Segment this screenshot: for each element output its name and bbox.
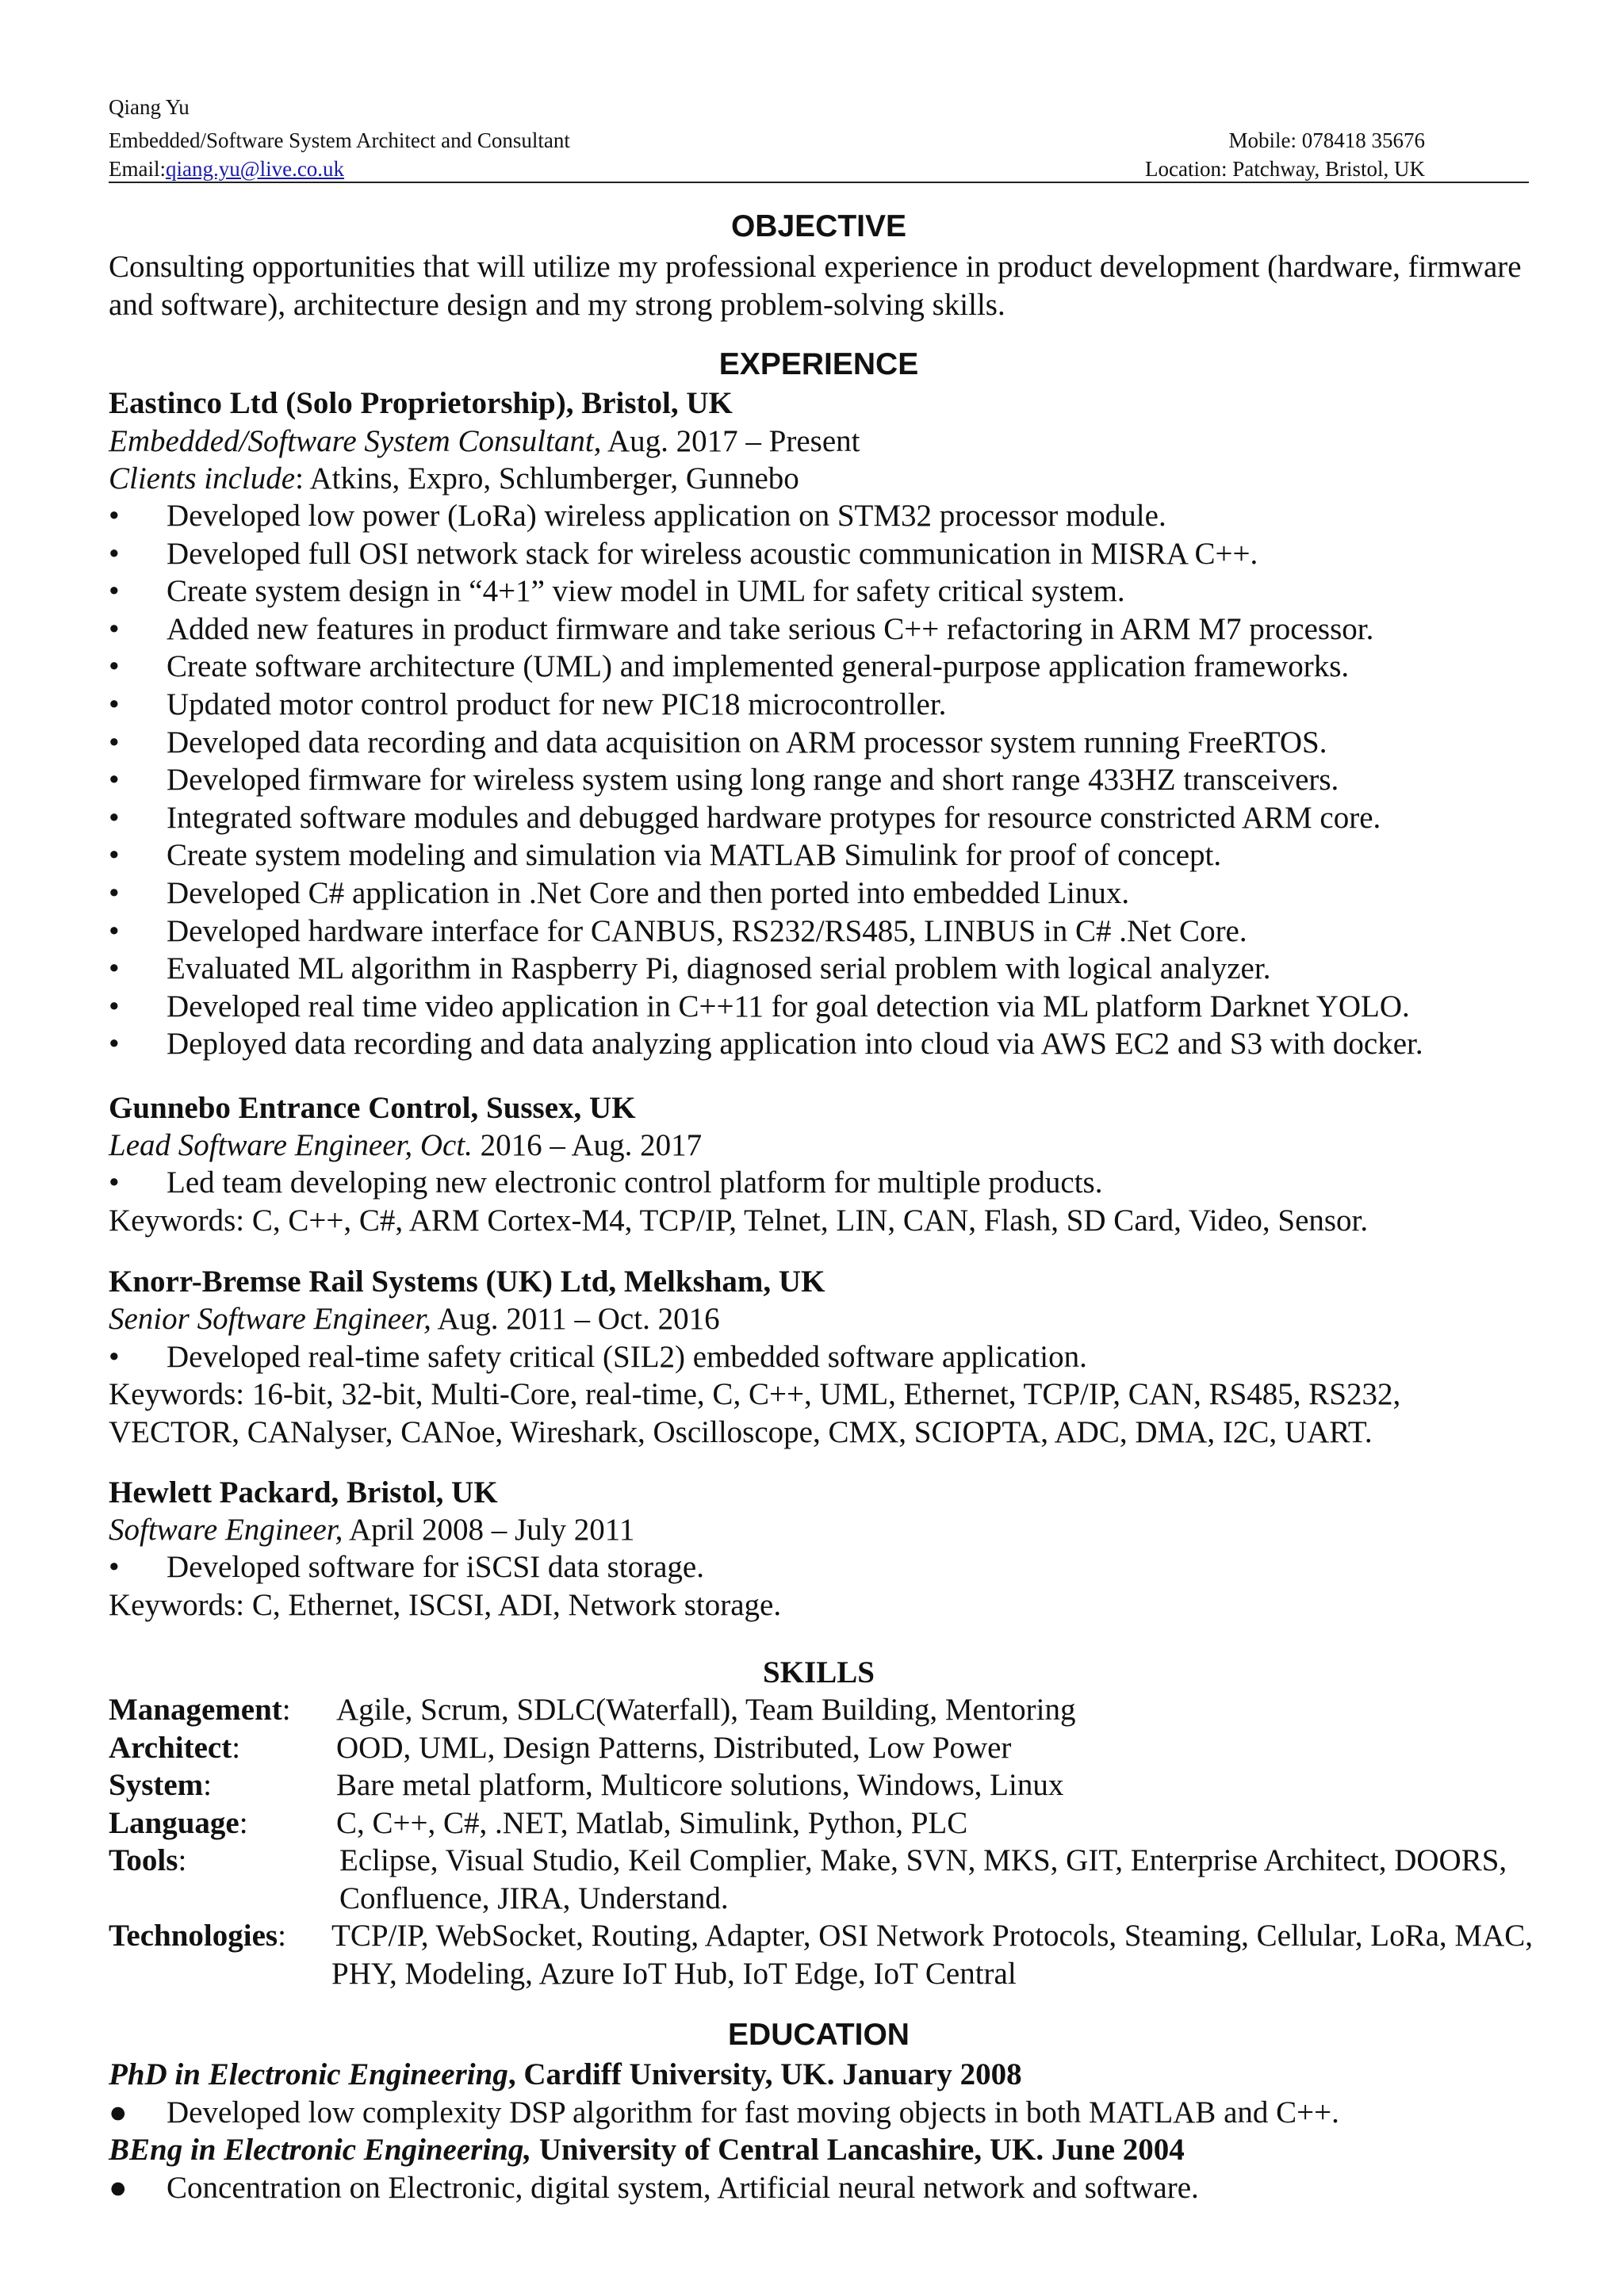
list-item: ● Developed low complexity DSP algorithm for fast moving objects in both MATLAB and C++. [109, 2095, 1339, 2130]
skill-value: Agile, Scrum, SDLC(Waterfall), Team Building, Mentoring [336, 1693, 1076, 1727]
job-bullets [109, 1338, 1536, 1376]
candidate-name: Qiang Yu [109, 95, 190, 119]
job-bullets [109, 1548, 1536, 1586]
skill-row [109, 1917, 1536, 1992]
list-item: • Added new features in product firmware and take serious C++ refactoring in ARM M7 processor. [109, 611, 1374, 646]
list-item: • Developed C# application in .Net Core and then ported into embedded Linux. [109, 875, 1130, 910]
header-row-email [109, 155, 1425, 182]
list-item: • Create system modeling and simulation via MATLAB Simulink for proof of concept. [109, 838, 1222, 873]
list-item: • Developed low power (LoRa) wireless application on STM32 processor module. [109, 499, 1166, 533]
skill-value: TCP/IP, WebSocket, Routing, Adapter, OSI Network Protocols, Steaming, Cellular, LoRa, MAC, PHY, Modeling, Azure IoT Hub, IoT Edge, IoT Central [331, 1919, 1534, 1991]
list-item: ● Concentration on Electronic, digital system, Artificial neural network and software. [109, 2171, 1199, 2205]
list-item: • Deployed data recording and data analyzing application into cloud via AWS EC2 and S3 with docker. [109, 1027, 1423, 1062]
objective-text: Consulting opportunities that will utilize my professional experience in product development (hardware, firmware and software), architecture design and my strong problem-solving skills. [109, 250, 1522, 322]
degree: BEng in Electronic Engineering, [109, 2133, 532, 2167]
job-role-dates [109, 1511, 634, 1549]
keywords: Keywords: 16-bit, 32-bit, Multi-Core, real-time, C, C++, UML, Ethernet, TCP/IP, CAN, RS485, RS232, VECTOR, CANalyser, CANoe, Wireshark, Oscilloscope, CMX, SCIOPTA, ADC, DMA, I2C, UART. [109, 1377, 1401, 1449]
company-name: Gunnebo Entrance Control, Sussex, UK [109, 1091, 636, 1125]
skill-value: OOD, UML, Design Patterns, Distributed, Low Power [336, 1730, 1012, 1765]
list-item: • Create software architecture (UML) and implemented general-purpose application frameworks. [109, 649, 1350, 684]
institution: University of Central Lancashire, UK. June 2004 [531, 2133, 1185, 2167]
location: Location: Patchway, Bristol, UK [1145, 157, 1425, 181]
skill-row [109, 1766, 1536, 1804]
list-item: • Updated motor control product for new PIC18 microcontroller. [109, 687, 947, 721]
skill-row [109, 1691, 1536, 1729]
list-item: • Evaluated ML algorithm in Raspberry Pi, diagnosed serial problem with logical analyzer. [109, 951, 1271, 986]
list-item: • Create system design in “4+1” view model in UML for safety critical system. [109, 574, 1125, 609]
keywords: Keywords: C, C++, C#, ARM Cortex-M4, TCP/IP, Telnet, LIN, CAN, Flash, SD Card, Video, Sensor. [109, 1203, 1369, 1238]
list-item: • Developed real time video application in C++11 for goal detection via ML platform Darknet YOLO. [109, 989, 1410, 1024]
skills-table [109, 1691, 1536, 1992]
list-item: • Developed hardware interface for CANBUS, RS232/RS485, LINBUS in C# .Net Core. [109, 913, 1247, 948]
company-name: Hewlett Packard, Bristol, UK [109, 1475, 498, 1510]
skill-label: Architect: [109, 1730, 241, 1765]
job-role: Lead Software Engineer, Oct. [109, 1128, 473, 1162]
skill-value: C, C++, C#, .NET, Matlab, Simulink, Python, PLC [336, 1805, 968, 1840]
job-role-dates [109, 1127, 702, 1165]
list-item: • Developed full OSI network stack for wireless acoustic communication in MISRA C++. [109, 536, 1258, 571]
institution: , Cardiff University, UK. January 2008 [508, 2057, 1022, 2091]
list-item: • Developed real-time safety critical (SIL2) embedded software application. [109, 1340, 1087, 1374]
clients-list: : Atkins, Expro, Schlumberger, Gunnebo [295, 461, 799, 496]
list-item: • Developed data recording and data acquisition on ARM processor system running FreeRTOS. [109, 725, 1327, 760]
list-item: • Developed software for iSCSI data storage. [109, 1550, 704, 1584]
keywords: Keywords: C, Ethernet, ISCSI, ADI, Network storage. [109, 1588, 782, 1622]
degree: PhD in Electronic Engineering [109, 2057, 508, 2091]
job-bullets [109, 1164, 1536, 1202]
email-label: Email: [109, 157, 166, 181]
skill-row [109, 1804, 1536, 1843]
job-role: Software Engineer, [109, 1513, 343, 1547]
clients-line [109, 460, 799, 498]
education-entry [109, 2056, 1022, 2094]
job-dates: Aug. 2011 – Oct. 2016 [431, 1302, 720, 1336]
list-item: • Integrated software modules and debugged hardware protypes for resource constricted ARM core. [109, 800, 1381, 835]
education-entry [109, 2131, 1185, 2169]
job-role: Senior Software Engineer, [109, 1302, 431, 1336]
skill-label: Tools: [109, 1843, 187, 1877]
job-dates: April 2008 – July 2011 [343, 1513, 635, 1547]
email-link[interactable]: qiang.yu@live.co.uk [165, 157, 345, 181]
job-role-dates [109, 1300, 720, 1338]
skill-value: Eclipse, Visual Studio, Keil Complier, Make, SVN, MKS, GIT, Enterprise Architect, DOORS, Confluence, JIRA, Understand. [339, 1843, 1507, 1915]
skill-label: Management: [109, 1693, 291, 1727]
clients-label: Clients include [109, 461, 296, 496]
header-divider [109, 182, 1529, 183]
skill-row [109, 1729, 1536, 1767]
skill-value: Bare metal platform, Multicore solutions, Windows, Linux [336, 1768, 1064, 1802]
experience-heading: EXPERIENCE [718, 347, 919, 381]
job-dates: Aug. 2017 – Present [601, 424, 860, 458]
job-bullets [109, 497, 1536, 1063]
job-title: Embedded/Software System Architect and Consultant [109, 128, 570, 152]
header-row-title [109, 127, 1425, 154]
list-item: • Led team developing new electronic control platform for multiple products. [109, 1165, 1103, 1200]
objective-heading: OBJECTIVE [730, 209, 907, 243]
company-name: Knorr-Bremse Rail Systems (UK) Ltd, Melksham, UK [109, 1265, 825, 1299]
skill-row [109, 1842, 1536, 1917]
job-role-dates [109, 423, 860, 461]
list-item: • Developed firmware for wireless system using long range and short range 433HZ transceivers. [109, 763, 1339, 798]
education-bullets [109, 2169, 1536, 2207]
skills-heading: SKILLS [763, 1655, 875, 1689]
mobile-number: Mobile: 078418 35676 [1228, 128, 1425, 152]
skill-label: Technologies: [109, 1919, 286, 1953]
skill-label: System: [109, 1768, 212, 1802]
education-heading: EDUCATION [728, 2018, 910, 2052]
company-name: Eastinco Ltd (Solo Proprietorship), Bristol, UK [109, 386, 733, 420]
job-dates: 2016 – Aug. 2017 [472, 1128, 703, 1162]
job-role: Embedded/Software System Consultant, [109, 424, 602, 458]
skill-label: Language: [109, 1805, 248, 1840]
education-bullets [109, 2094, 1536, 2132]
